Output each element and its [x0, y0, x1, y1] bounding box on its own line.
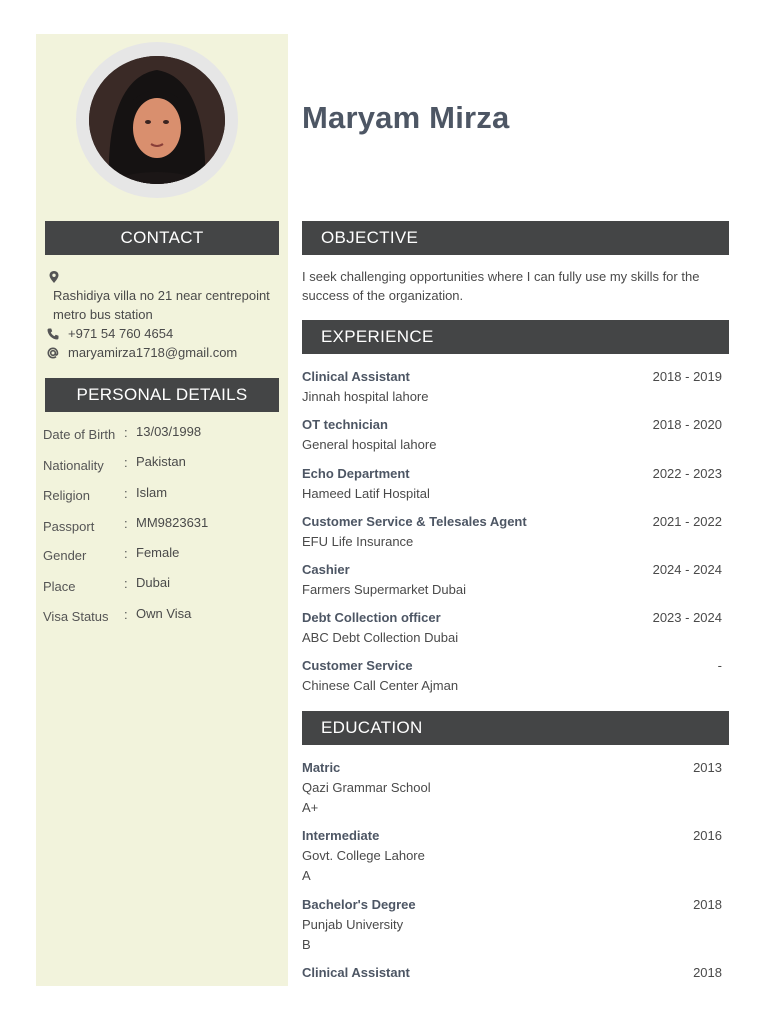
pd-label: Gender [43, 548, 87, 563]
experience-entry [302, 608, 722, 648]
pd-colon: : [124, 455, 128, 470]
education-year: 2016 [693, 828, 722, 843]
pd-label: Passport [43, 519, 95, 534]
experience-org: Farmers Supermarket Dubai [302, 582, 466, 597]
education-year: 2013 [693, 760, 722, 775]
experience-dates: 2021 - 2022 [652, 514, 722, 529]
experience-entry [302, 512, 722, 552]
candidate-name: Maryam Mirza [302, 100, 510, 135]
contact-heading: CONTACT [45, 221, 279, 255]
experience-heading: EXPERIENCE [302, 320, 729, 354]
pd-value: Pakistan [136, 454, 186, 469]
education-title: Clinical Assistant [302, 965, 410, 980]
pd-value: Own Visa [136, 606, 192, 621]
experience-title: Echo Department [302, 466, 410, 481]
education-institution: Punjab University [302, 917, 404, 932]
experience-org: General hospital lahore [302, 437, 437, 452]
pd-colon: : [124, 546, 128, 561]
experience-entry [302, 464, 722, 504]
experience-entry [302, 367, 722, 407]
pd-value: Islam [136, 485, 168, 500]
pd-value: 13/03/1998 [136, 424, 202, 439]
map-pin-icon [47, 270, 61, 284]
education-institution: Govt. College Lahore [302, 848, 425, 863]
education-entry [302, 758, 722, 818]
experience-dates: 2018 - 2019 [652, 369, 722, 384]
education-heading: EDUCATION [302, 711, 729, 745]
objective-heading: OBJECTIVE [302, 221, 729, 255]
at-sign-icon [46, 346, 60, 360]
pd-label: Visa Status [43, 609, 109, 624]
personal-details-heading: PERSONAL DETAILS [45, 378, 279, 412]
pd-colon: : [124, 576, 128, 591]
education-grade: A [302, 868, 311, 883]
profile-photo [89, 56, 225, 184]
experience-dates: 2023 - 2024 [652, 610, 722, 625]
education-grade: A+ [302, 800, 319, 815]
pd-label: Nationality [43, 458, 104, 473]
experience-dates: 2024 - 2024 [652, 562, 722, 577]
experience-title: Customer Service [302, 658, 413, 673]
experience-org: Chinese Call Center Ajman [302, 678, 459, 693]
contact-email[interactable]: maryamirza1718@gmail.com [68, 345, 238, 360]
experience-title: Customer Service & Telesales Agent [302, 514, 527, 529]
experience-entry [302, 656, 722, 696]
phone-icon [46, 327, 60, 341]
experience-dates: - [717, 658, 722, 673]
education-entry [302, 963, 722, 982]
education-year: 2018 [693, 897, 722, 912]
education-year: 2018 [693, 965, 722, 980]
experience-org: Hameed Latif Hospital [302, 486, 430, 501]
pd-value: MM9823631 [136, 515, 209, 530]
experience-entry [302, 415, 722, 455]
contact-phone[interactable]: +971 54 760 4654 [68, 326, 174, 341]
pd-colon: : [124, 516, 128, 531]
education-institution: Qazi Grammar School [302, 780, 431, 795]
experience-org: EFU Life Insurance [302, 534, 414, 549]
experience-title: OT technician [302, 417, 388, 432]
objective-text: I seek challenging opportunities where I can fully use my skills for the success of the organization. [302, 269, 700, 303]
experience-title: Cashier [302, 562, 350, 577]
experience-dates: 2022 - 2023 [652, 466, 722, 481]
experience-title: Clinical Assistant [302, 369, 410, 384]
pd-colon: : [124, 425, 128, 440]
pd-label: Place [43, 579, 76, 594]
pd-colon: : [124, 607, 128, 622]
pd-label: Date of Birth [43, 427, 116, 442]
experience-org: Jinnah hospital lahore [302, 389, 429, 404]
education-title: Intermediate [302, 828, 380, 843]
experience-dates: 2018 - 2020 [652, 417, 722, 432]
education-title: Bachelor's Degree [302, 897, 416, 912]
education-title: Matric [302, 760, 341, 775]
experience-title: Debt Collection officer [302, 610, 441, 625]
pd-colon: : [124, 486, 128, 501]
experience-entry [302, 560, 722, 600]
pd-value: Dubai [136, 575, 170, 590]
contact-address: Rashidiya villa no 21 near centrepoint metro bus station [53, 288, 270, 322]
pd-label: Religion [43, 488, 90, 503]
education-grade: B [302, 937, 311, 952]
education-entry [302, 826, 722, 886]
pd-value: Female [136, 545, 180, 560]
experience-org: ABC Debt Collection Dubai [302, 630, 459, 645]
education-entry [302, 895, 722, 955]
